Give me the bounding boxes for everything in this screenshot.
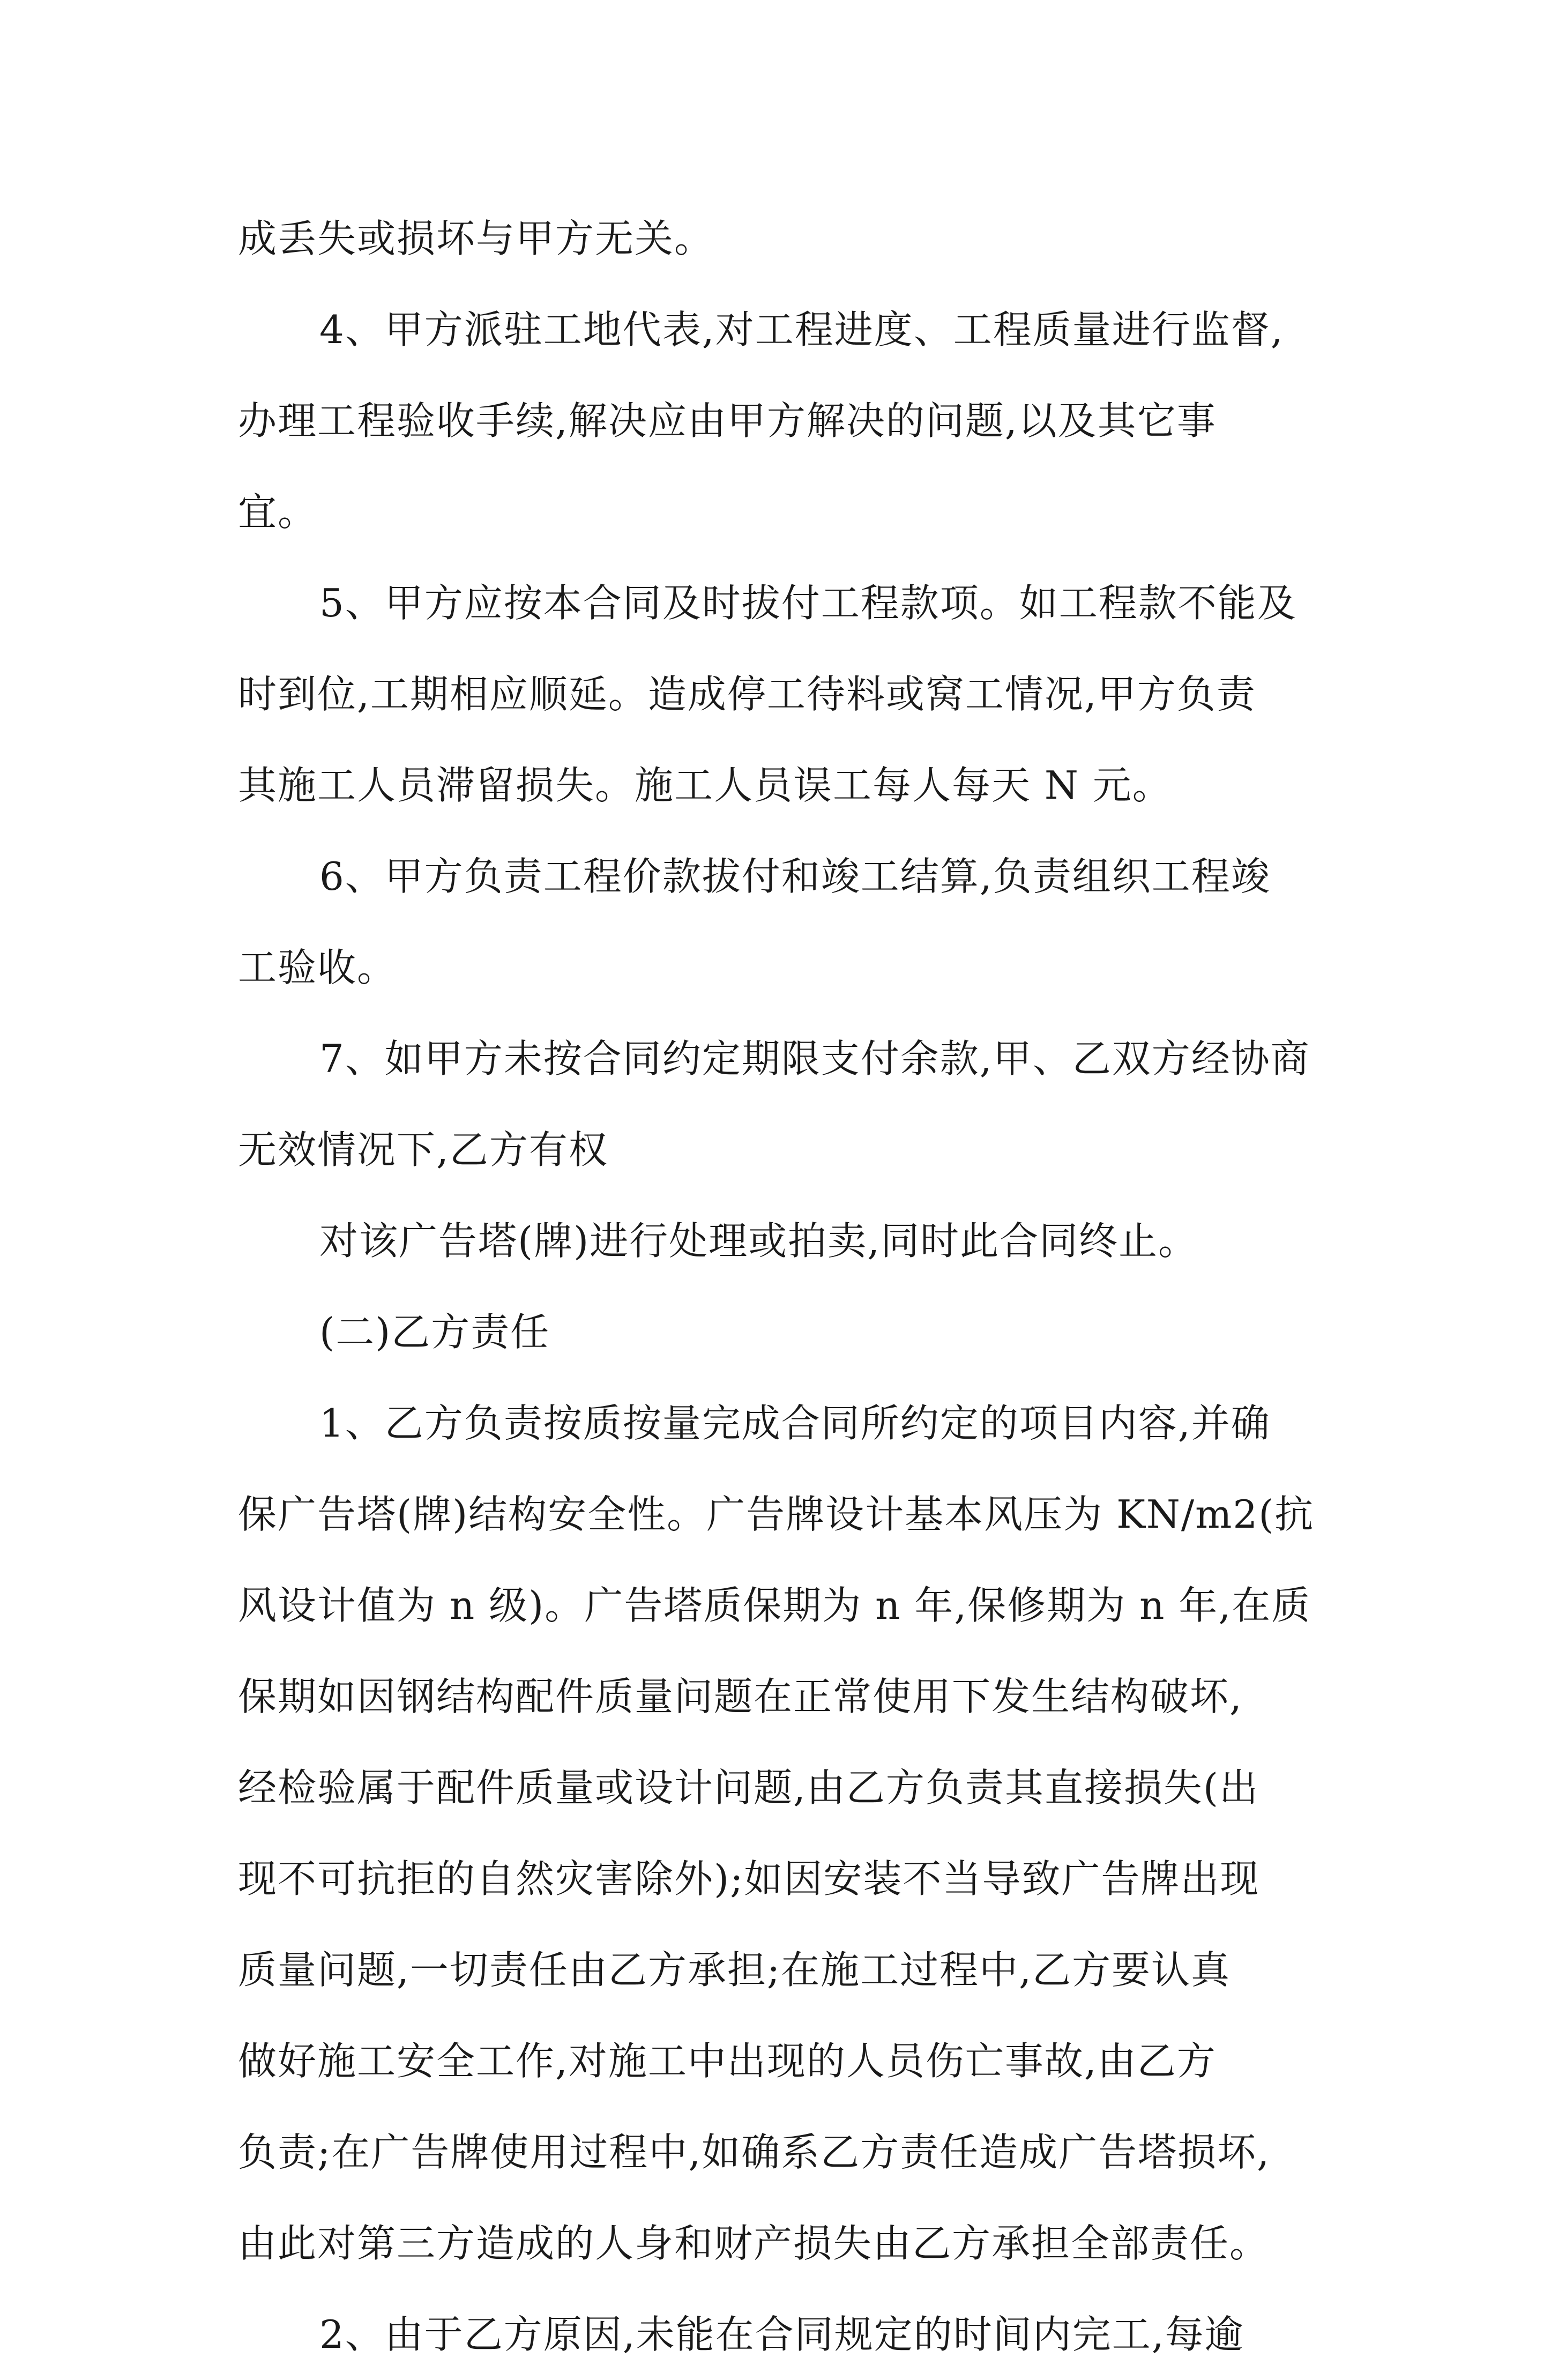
text-line: 经检验属于配件质量或设计问题,由乙方负责其直接损失(出 <box>238 1765 1259 1810</box>
text-line: 成丢失或损坏与甲方无关。 <box>238 216 714 261</box>
text-line: 2、由于乙方原因,未能在合同规定的时间内完工,每逾 <box>319 2312 1244 2357</box>
text-line: 办理工程验收手续,解决应由甲方解决的问题,以及其它事 <box>238 398 1217 443</box>
text-line: 无效情况下,乙方有权 <box>238 1127 608 1172</box>
text-line: 对该广告塔(牌)进行处理或拍卖,同时此合同终止。 <box>319 1218 1198 1263</box>
text-line: 宜。 <box>238 489 318 534</box>
text-line: 现不可抗拒的自然灾害除外);如因安装不当导致广告牌出现 <box>238 1856 1260 1901</box>
section-heading: (二)乙方责任 <box>319 1310 550 1355</box>
text-line: 质量问题,一切责任由乙方承担;在施工过程中,乙方要认真 <box>238 1947 1231 1992</box>
text-line: 由此对第三方造成的人身和财产损失由乙方承担全部责任。 <box>238 2221 1270 2266</box>
text-line: 6、甲方负责工程价款拔付和竣工结算,负责组织工程竣 <box>319 854 1271 899</box>
text-line: 负责;在广告牌使用过程中,如确系乙方责任造成广告塔损坏, <box>238 2130 1271 2175</box>
text-line: 7、如甲方未按合同约定期限支付余款,甲、乙双方经协商 <box>319 1036 1310 1081</box>
text-line: 保期如因钢结构配件质量问题在正常使用下发生结构破坏, <box>238 1674 1243 1719</box>
contract-text-body <box>238 193 1323 2380</box>
text-line: 保广告塔(牌)结构安全性。广告牌设计基本风压为 KN/m2(抗 <box>238 1492 1315 1537</box>
text-line: 4、甲方派驻工地代表,对工程进度、工程质量进行监督, <box>319 307 1284 352</box>
text-line: 1、乙方负责按质按量完成合同所约定的项目内容,并确 <box>319 1401 1271 1446</box>
text-line: 做好施工安全工作,对施工中出现的人员伤亡事故,由乙方 <box>238 2039 1217 2084</box>
text-line: 时到位,工期相应顺延。造成停工待料或窝工情况,甲方负责 <box>238 672 1256 717</box>
text-line: 其施工人员滞留损失。施工人员误工每人每天 N 元。 <box>238 763 1172 808</box>
text-line: 5、甲方应按本合同及时拔付工程款项。如工程款不能及 <box>319 581 1297 626</box>
text-line: 工验收。 <box>238 945 397 990</box>
text-line: 风设计值为 n 级)。广告塔质保期为 n 年,保修期为 n 年,在质 <box>238 1583 1311 1628</box>
